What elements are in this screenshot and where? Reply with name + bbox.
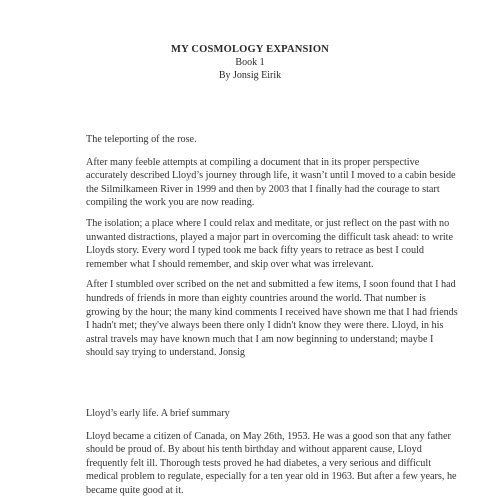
paragraph-intro: After many feeble attempts at compiling a document that in its proper perspective accurately described Lloyd’s journey through life, it wasn’t until I moved to a cabin beside the Silmilkameen River in 1999 and then by 2003 that I finally had the courage to start compiling the work you are now reading. (86, 156, 456, 209)
author-line: By Jonsig Eirik (218, 70, 282, 81)
paragraph-friends: After I stumbled over scribed on the net and submitted a few items, I soon found that I had hundreds of friends in more than eighty countries around the world. That number is growing by the hour; the many kind comments I received have shown me that I had friends I hadn't met; they've always been there only I didn't know they were there. Lloyd, in his astral travels may have known much that I am now beginning to understand; maybe I should say trying to understand. Jonsig (86, 279, 458, 359)
document-header (38, 0, 462, 82)
paragraph-early-life: Lloyd became a citizen of Canada, on May 26th, 1953. He was a good son that any father should be proud of. By about his tenth birthday and without apparent cause, Lloyd frequently felt ill. Thorough tests proved he had diabetes, a very serious and difficult medical problem to regulate, especially for a ten year old in 1963. But after a few years, he became quite good at it. (86, 430, 457, 496)
book-number: Book 1 (235, 57, 265, 68)
paragraph-isolation: The isolation; a place where I could relax and meditate, or just reflect on the past with no unwanted distractions, played a major part in overcoming the difficult task ahead: to write Lloyds story. Every word I typed took me back fifty years to retrace as best I could remember what I should remember, and skip over what was irrelevant. (86, 217, 454, 270)
section-heading-teleporting: The teleporting of the rose. (86, 134, 197, 145)
section-heading-early-life: Lloyd’s early life. A brief summary (86, 407, 230, 419)
document-title: MY COSMOLOGY EXPANSION (170, 44, 329, 55)
